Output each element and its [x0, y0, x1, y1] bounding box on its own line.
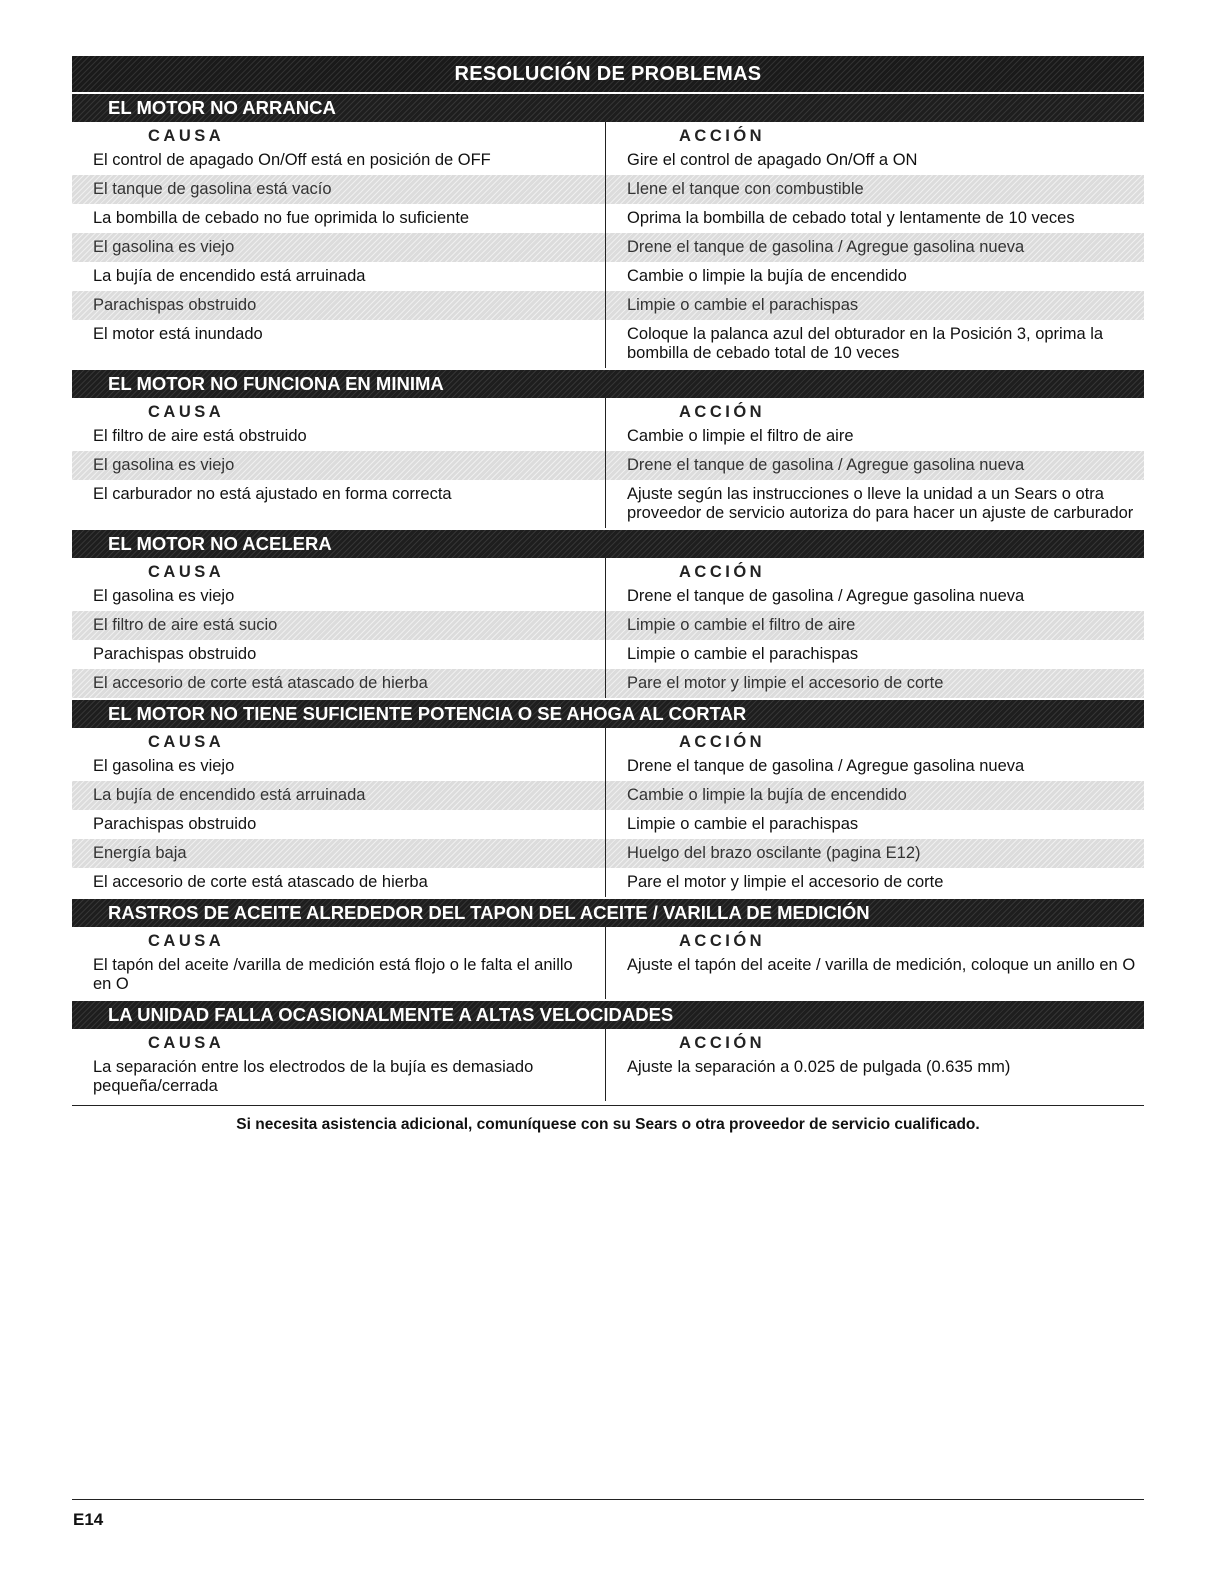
- column-headers: [72, 927, 1144, 951]
- action-cell: Pare el motor y limpie el accesorio de corte: [627, 674, 944, 692]
- cause-cell: El gasolina es viejo: [93, 757, 235, 775]
- action-cell: Drene el tanque de gasolina / Agregue gasolina nueva: [627, 757, 1025, 775]
- troubleshooting-sections: [72, 94, 1144, 1101]
- action-column-header: ACCIÓN: [679, 733, 766, 751]
- page-number: E14: [73, 1510, 104, 1529]
- table-row: [72, 204, 1144, 233]
- cause-cell: El control de apagado On/Off está en posición de OFF: [93, 151, 491, 169]
- column-headers: [72, 122, 1144, 146]
- section-table: [72, 927, 1144, 999]
- action-cell: Cambie o limpie la bujía de encendido: [627, 267, 907, 285]
- table-row: [72, 839, 1144, 868]
- table-row: [72, 451, 1144, 480]
- section-heading: EL MOTOR NO ARRANCA: [72, 94, 1144, 122]
- section-heading: EL MOTOR NO ACELERA: [72, 530, 1144, 558]
- action-cell: Drene el tanque de gasolina / Agregue gasolina nueva: [627, 587, 1025, 605]
- section-heading: EL MOTOR NO FUNCIONA EN MINIMA: [72, 370, 1144, 398]
- action-column-header: ACCIÓN: [679, 1034, 766, 1052]
- cause-cell: El gasolina es viejo: [93, 587, 235, 605]
- action-cell: Limpie o cambie el parachispas: [627, 815, 859, 833]
- action-column-header: ACCIÓN: [679, 932, 766, 950]
- cause-cell: El filtro de aire está obstruido: [93, 427, 307, 445]
- table-row: [72, 868, 1144, 897]
- column-headers: [72, 728, 1144, 752]
- cause-cell: El accesorio de corte está atascado de hierba: [93, 873, 428, 891]
- action-cell: Cambie o limpie el filtro de aire: [627, 427, 854, 445]
- action-cell: Limpie o cambie el filtro de aire: [627, 616, 856, 634]
- action-cell: Limpie o cambie el parachispas: [627, 296, 859, 314]
- cause-cell: El tanque de gasolina está vacío: [93, 180, 332, 198]
- cause-column-header: CAUSA: [148, 932, 225, 950]
- section-table: [72, 398, 1144, 528]
- table-row: [72, 233, 1144, 262]
- action-column-header: ACCIÓN: [679, 403, 766, 421]
- cause-cell: El accesorio de corte está atascado de hierba: [93, 674, 428, 692]
- table-row: [72, 810, 1144, 839]
- column-headers: [72, 398, 1144, 422]
- table-row: [72, 291, 1144, 320]
- action-cell: Oprima la bombilla de cebado total y lentamente de 10 veces: [627, 209, 1075, 227]
- table-row: [72, 582, 1144, 611]
- section-heading: EL MOTOR NO TIENE SUFICIENTE POTENCIA O SE AHOGA AL CORTAR: [72, 700, 1144, 728]
- cause-cell: El motor está inundado: [93, 325, 263, 343]
- cause-cell: La bombilla de cebado no fue oprimida lo suficiente: [93, 209, 470, 227]
- action-cell: Ajuste el tapón del aceite / varilla de medición, coloque un anillo en O: [627, 956, 1136, 974]
- table-row: [72, 781, 1144, 810]
- action-cell: Gire el control de apagado On/Off a ON: [627, 151, 918, 169]
- action-cell: Pare el motor y limpie el accesorio de corte: [627, 873, 944, 891]
- footer-divider: [72, 1105, 1144, 1106]
- cause-cell: La separación entre los electrodos de la bujía es demasiado pequeña/cerrada: [93, 1058, 534, 1095]
- section-table: [72, 728, 1144, 897]
- cause-cell: El gasolina es viejo: [93, 456, 235, 474]
- cause-cell: La bujía de encendido está arruinada: [93, 786, 366, 804]
- action-cell: Limpie o cambie el parachispas: [627, 645, 859, 663]
- cause-cell: Parachispas obstruido: [93, 815, 257, 833]
- action-column-header: ACCIÓN: [679, 563, 766, 581]
- column-headers: [72, 1029, 1144, 1053]
- cause-cell: El tapón del aceite /varilla de medición está flojo o le falta el anillo en O: [93, 956, 573, 993]
- table-row: [72, 480, 1144, 528]
- cause-cell: Energía baja: [93, 844, 187, 862]
- action-cell: Drene el tanque de gasolina / Agregue gasolina nueva: [627, 456, 1025, 474]
- table-row: [72, 262, 1144, 291]
- section-table: [72, 1029, 1144, 1101]
- bottom-divider: [72, 1499, 1144, 1500]
- cause-cell: La bujía de encendido está arruinada: [93, 267, 366, 285]
- action-cell: Huelgo del brazo oscilante (pagina E12): [627, 844, 921, 862]
- section-table: [72, 122, 1144, 368]
- table-row: [72, 1053, 1144, 1101]
- action-cell: Ajuste según las instrucciones o lleve la unidad a un Sears o otra proveedor de servicio autoriza do para hacer un ajuste de carburador: [627, 485, 1134, 522]
- action-column-header: ACCIÓN: [679, 127, 766, 145]
- cause-cell: El gasolina es viejo: [93, 238, 235, 256]
- footer-note: Si necesita asistencia adicional, comuníquese con su Sears o otra proveedor de servicio cualificado.: [236, 1116, 980, 1133]
- cause-cell: Parachispas obstruido: [93, 645, 257, 663]
- action-cell: Cambie o limpie la bujía de encendido: [627, 786, 907, 804]
- cause-cell: Parachispas obstruido: [93, 296, 257, 314]
- cause-column-header: CAUSA: [148, 563, 225, 581]
- table-row: [72, 611, 1144, 640]
- page-title: RESOLUCIÓN DE PROBLEMAS: [72, 56, 1144, 92]
- section-table: [72, 558, 1144, 698]
- section-heading: RASTROS DE ACEITE ALREDEDOR DEL TAPON DEL ACEITE / VARILLA DE MEDICIÓN: [72, 899, 1144, 927]
- section-heading: LA UNIDAD FALLA OCASIONALMENTE A ALTAS VELOCIDADES: [72, 1001, 1144, 1029]
- cause-column-header: CAUSA: [148, 127, 225, 145]
- action-cell: Drene el tanque de gasolina / Agregue gasolina nueva: [627, 238, 1025, 256]
- table-row: [72, 752, 1144, 781]
- cause-column-header: CAUSA: [148, 1034, 225, 1052]
- table-row: [72, 175, 1144, 204]
- cause-cell: El filtro de aire está sucio: [93, 616, 278, 634]
- table-row: [72, 146, 1144, 175]
- cause-cell: El carburador no está ajustado en forma correcta: [93, 485, 452, 503]
- table-row: [72, 669, 1144, 698]
- action-cell: Ajuste la separación a 0.025 de pulgada (0.635 mm): [627, 1058, 1011, 1076]
- table-row: [72, 951, 1144, 999]
- column-headers: [72, 558, 1144, 582]
- table-row: [72, 640, 1144, 669]
- troubleshooting-page: [72, 56, 1144, 1134]
- action-cell: Coloque la palanca azul del obturador en la Posición 3, oprima la bombilla de cebado total de 10 veces: [627, 325, 1104, 362]
- cause-column-header: CAUSA: [148, 733, 225, 751]
- action-cell: Llene el tanque con combustible: [627, 180, 864, 198]
- table-row: [72, 422, 1144, 451]
- cause-column-header: CAUSA: [148, 403, 225, 421]
- table-row: [72, 320, 1144, 368]
